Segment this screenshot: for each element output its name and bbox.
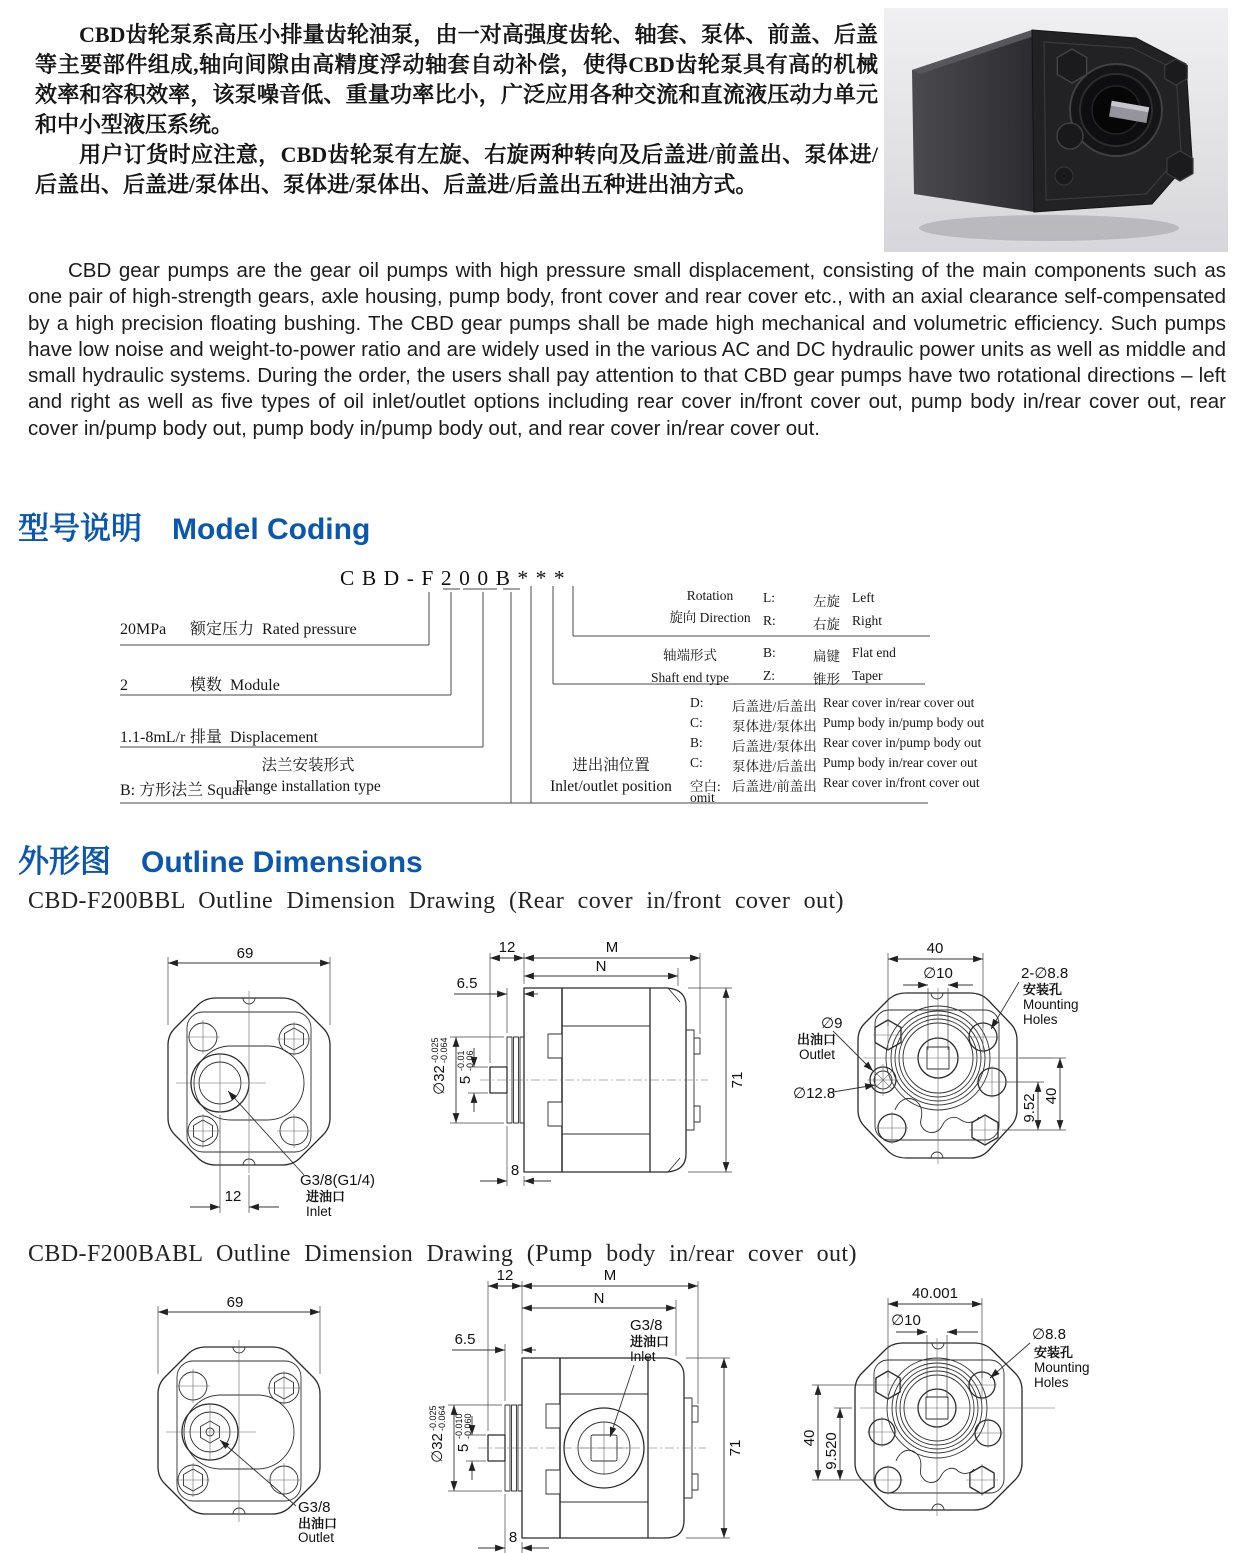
mc-rotation-opt-right <box>763 613 882 633</box>
mc-shaft-line1: 轴端形式 <box>663 648 717 663</box>
dim-label: 71 <box>729 1071 746 1089</box>
port-label: G3/8 <box>298 1499 331 1516</box>
opt-code: D: <box>690 695 704 710</box>
mount-label-zh: 安装孔 <box>1034 1345 1074 1360</box>
heading-model-coding-en: Model Coding <box>172 513 371 546</box>
opt-code: B: <box>690 735 703 750</box>
opt-code: Z: <box>763 668 775 683</box>
opt-code: R: <box>763 613 776 628</box>
mc-shaft-opt-taper <box>763 668 883 688</box>
drawing2-front-view <box>130 1288 410 1553</box>
dim-9520-group <box>823 1432 840 1470</box>
mc-row-pressure-zh: 额定压力 <box>190 621 255 638</box>
opt-en: Right <box>852 613 883 628</box>
dim-label: 6.5 <box>456 975 478 992</box>
d1-rear-dims <box>793 940 1079 1130</box>
opt-code: C: <box>690 715 703 730</box>
mc-rotation-line2: 旋向 Direction <box>669 610 751 625</box>
mc-pos-opt-blank <box>690 775 980 795</box>
opt-zh: 右旋 <box>813 617 840 632</box>
tol-label: -0.06 <box>465 1050 475 1071</box>
dim-71-group <box>727 1440 744 1457</box>
d2-rear-outline <box>855 1338 1055 1516</box>
dim-label: M <box>603 1267 617 1284</box>
mc-flange-label <box>232 755 384 797</box>
dim-label: 12 <box>496 1267 514 1284</box>
mount-label-en: Mounting <box>1023 997 1079 1012</box>
intro-zh-p1: CBD齿轮泵系高压小排量齿轮油泵，由一对高强度齿轮、轴套、泵体、前盖、后盖等主要部件组成,轴向间隙由高精度浮动轴套自动补偿，使得CBD齿轮泵具有高的机械效率和容积效率，该泵噪音低、重量功率比小，广泛应用各种交流和直流液压动力单元和中小型液压系统。 <box>35 22 878 137</box>
mc-row-displacement-en: Displacement <box>230 729 318 746</box>
dim-d32-group <box>428 1405 447 1462</box>
tol-label: -0.064 <box>437 1405 447 1431</box>
opt-zh: 后盖进/后盖出 <box>732 699 817 714</box>
dim-label: 12 <box>498 939 516 956</box>
opt-en: Rear cover in/front cover out <box>823 775 980 790</box>
mc-row-module-en: Module <box>230 677 280 694</box>
tol-label: -0.01 <box>456 1050 466 1071</box>
dim-label: 69 <box>226 1294 244 1311</box>
mc-row-displacement <box>120 724 318 747</box>
tol-label: -0.025 <box>430 1037 440 1063</box>
dim-label: 6.5 <box>454 1331 476 1348</box>
d2-rear-dims <box>801 1285 1090 1480</box>
port-label-zh: 出油口 <box>298 1516 338 1531</box>
drawing2-side-view <box>418 1266 758 1553</box>
d1-side-dims <box>430 939 746 1186</box>
d2-rear-svg <box>800 1283 1120 1553</box>
d2-side-svg <box>418 1266 758 1553</box>
opt-en: Rear cover in/pump body out <box>823 735 982 750</box>
port-label-zh: 进油口 <box>630 1334 670 1349</box>
opt-zh: 后盖进/前盖出 <box>732 779 817 794</box>
heading-model-coding <box>18 503 370 548</box>
dim-label: 69 <box>236 945 254 962</box>
model-code-string: CBD-F200B*** <box>340 566 573 590</box>
dim-label: 9.520 <box>823 1432 840 1470</box>
d2-side-dims <box>428 1267 744 1553</box>
outlet-label-en: Outlet <box>799 1047 836 1062</box>
drawing2-rear-view <box>800 1283 1120 1553</box>
mc-row-pressure-en: Rated pressure <box>262 621 357 638</box>
mc-shaft-opt-flat <box>763 645 896 665</box>
intro-en: CBD gear pumps are the gear oil pumps with high pressure small displacement, consisting of the main components such as one pair of high-strength gears, axle housing, pump body, front cover and rear cover etc., with an axial clearance self-compensated by a high precision floating bushing. The CBD gear pumps shall be made high mechanical and volumetric efficiency. Such pumps have low noise and weight-to-power ratio and are widely used in the various AC and DC hydraulic power units as well as middle and small hydraulic systems. During the order, the users shall pay attention to that CBD gear pumps have two rotational directions – left and right as well as five types of oil inlet/outlet options including rear cover in/front cover out, pump body in/rear cover out, rear cover in/pump body out, pump body in/pump body out, and rear cover in/rear cover out. <box>28 259 1226 440</box>
dim-label: 8 <box>508 1529 518 1546</box>
opt-en: Left <box>852 590 875 605</box>
mc-rotation-label <box>650 585 770 629</box>
opt-zh: 泵体进/后盖出 <box>732 759 817 774</box>
mount-label-en: Holes <box>1023 1012 1058 1027</box>
port-label: G3/8 <box>630 1317 663 1334</box>
outlet-label: ∅9 <box>821 1015 843 1032</box>
dim-d32-group <box>430 1037 449 1094</box>
mount-label-en: Holes <box>1034 1375 1069 1390</box>
mc-pos-opt-blank-omit: omit <box>690 790 715 805</box>
mc-pos-opt-c1 <box>690 715 984 735</box>
pump-photo-render <box>884 8 1228 252</box>
mc-position-label-zh: 进出油位置 <box>572 757 650 774</box>
dim-40r-group <box>1043 1088 1060 1105</box>
port-label-en: Inlet <box>630 1349 656 1364</box>
dim-label: ∅32 <box>431 1065 448 1095</box>
dim-label: M <box>605 939 619 956</box>
product-photo <box>884 8 1228 252</box>
dim-952-group <box>1021 1093 1038 1122</box>
mount-label-en: Mounting <box>1034 1360 1090 1375</box>
drawing1-title: CBD-F200BBL Outline Dimension Drawing (Rear cover in/front cover out) <box>28 888 844 914</box>
mc-row-module-zh: 模数 <box>190 677 223 694</box>
drawing1-rear-view <box>785 932 1125 1237</box>
d1-side-outline <box>480 988 708 1172</box>
dim-label: 40 <box>801 1429 818 1447</box>
dim-label: 8 <box>510 1162 520 1179</box>
mc-pos-opt-c2 <box>690 755 977 775</box>
tol-label: -0.025 <box>428 1405 438 1431</box>
mc-row-module <box>120 672 280 695</box>
mc-flange-label-en: Flange installation type <box>235 778 381 795</box>
dim-40l-group <box>801 1430 818 1447</box>
opt-zh: 泵体进/泵体出 <box>732 719 817 734</box>
mc-flange-label-zh: 法兰安装形式 <box>261 757 355 774</box>
mount-label-zh: 安装孔 <box>1023 982 1063 997</box>
dim-label: 40 <box>926 940 944 957</box>
mc-row-displacement-zh: 排量 <box>190 729 223 746</box>
opt-zh: 扁键 <box>813 649 840 664</box>
opt-code: B: <box>763 645 776 660</box>
mc-pos-opt-b <box>690 735 981 755</box>
tol-label: -0.064 <box>439 1037 449 1063</box>
drawing2-title: CBD-F200BABL Outline Dimension Drawing (Pump body in/rear cover out) <box>28 1241 857 1267</box>
opt-en: Pump body in/pump body out <box>823 715 985 730</box>
port-label-en: Inlet <box>306 1204 332 1219</box>
opt-code: C: <box>690 755 703 770</box>
intro-zh <box>35 20 878 200</box>
dim-label: ∅12.8 <box>793 1085 836 1102</box>
mc-row-flange-value-en: Square <box>207 782 252 799</box>
dim-label: N <box>595 958 607 975</box>
mc-position-label <box>528 755 694 797</box>
mc-rotation-opt-left <box>763 590 875 610</box>
opt-en: Flat end <box>852 645 896 660</box>
mc-row-displacement-value: 1.1-8mL/r <box>120 729 186 746</box>
opt-code: 空白: <box>690 779 721 794</box>
mc-shaft-label <box>625 645 755 689</box>
dim-label: 12 <box>224 1188 242 1205</box>
opt-en: Taper <box>852 668 883 683</box>
drawing1-side-view <box>420 930 755 1203</box>
tol-label: -0.010 <box>454 1413 464 1439</box>
port-label: G3/8(G1/4) <box>300 1172 376 1189</box>
drawing1-front-view <box>140 933 420 1238</box>
mount-label: 2-∅8.8 <box>1021 965 1069 982</box>
dim-label: ∅32 <box>429 1433 446 1463</box>
mc-rotation-line1: Rotation <box>686 588 734 603</box>
dim-71-group <box>729 1072 746 1089</box>
port-label-en: Outlet <box>298 1530 335 1545</box>
outlet-label-zh: 出油口 <box>797 1032 837 1047</box>
dim-label: N <box>593 1290 605 1307</box>
model-coding-diagram <box>0 556 1250 824</box>
heading-outline-en: Outline Dimensions <box>141 846 423 879</box>
d2-front-outline <box>158 1340 320 1522</box>
d1-rear-svg <box>785 932 1125 1232</box>
mc-row-flange-value: B: 方形法兰 <box>120 782 204 799</box>
dim-label: 71 <box>727 1439 744 1457</box>
mc-position-label-en: Inlet/outlet position <box>550 778 672 795</box>
d2-side-outline <box>478 1358 706 1538</box>
opt-zh: 锥形 <box>813 672 840 687</box>
opt-zh: 后盖进/泵体出 <box>732 739 817 754</box>
mount-label: ∅8.8 <box>1032 1326 1066 1343</box>
mc-row-pressure-value: 20MPa <box>120 621 167 638</box>
mc-row-module-value: 2 <box>120 677 128 694</box>
opt-code: L: <box>763 590 775 605</box>
tol-label: -0.060 <box>463 1413 473 1439</box>
opt-zh: 左旋 <box>813 594 840 609</box>
intro-zh-p2: 用户订货时应注意，CBD齿轮泵有左旋、右旋两种转向及后盖进/前盖出、泵体进/后盖出、后盖进/泵体出、泵体进/泵体出、后盖进/后盖出五种进出油方式。 <box>35 142 878 197</box>
dim-label: 40 <box>1043 1087 1060 1105</box>
port-label-zh: 进油口 <box>306 1189 346 1204</box>
mc-shaft-line2: Shaft end type <box>651 670 729 685</box>
opt-en: Pump body in/rear cover out <box>823 755 978 770</box>
dim-label: 5 <box>455 1443 472 1453</box>
dim-label: 5 <box>457 1075 474 1085</box>
d1-front-svg <box>140 933 420 1233</box>
dim-d5-group <box>454 1413 473 1452</box>
d2-front-svg <box>130 1288 410 1553</box>
dim-label: 9.52 <box>1021 1093 1038 1123</box>
dim-d5-group <box>456 1050 475 1084</box>
heading-model-coding-zh: 型号说明 <box>18 511 142 546</box>
dim-label: ∅10 <box>891 1312 921 1329</box>
mc-pos-opt-d <box>690 695 974 715</box>
mc-row-pressure <box>120 616 357 639</box>
d1-front-outline <box>168 991 330 1173</box>
d1-side-svg <box>420 930 755 1198</box>
heading-outline-zh: 外形图 <box>18 844 111 879</box>
dim-label: ∅10 <box>923 965 953 982</box>
opt-en: Rear cover in/rear cover out <box>823 695 975 710</box>
heading-outline-dimensions <box>18 836 423 881</box>
dim-label: 40.001 <box>912 1285 958 1302</box>
